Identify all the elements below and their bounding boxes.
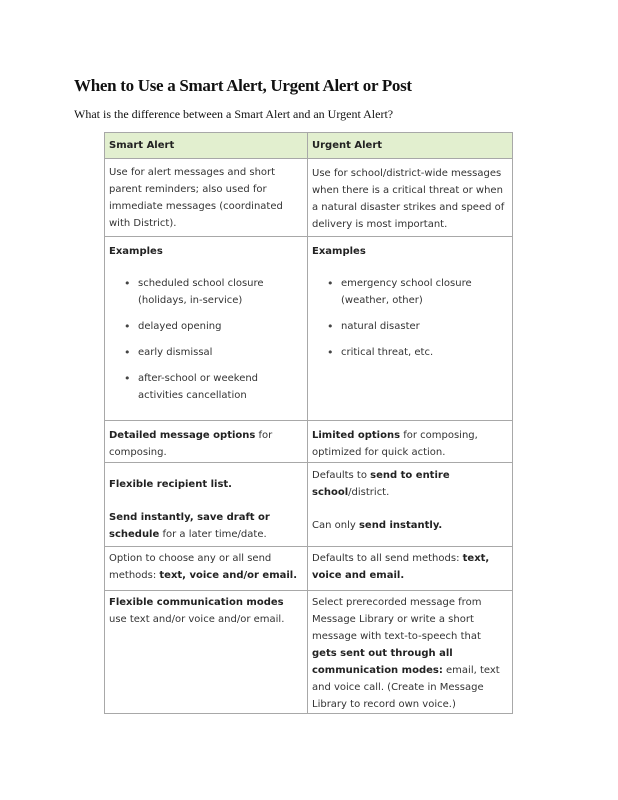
smart-methods-text: Option to choose any or all send methods: bbox=[109, 553, 272, 581]
smart-recipients-line2 bbox=[109, 509, 303, 543]
smart-examples-list bbox=[109, 275, 303, 404]
urgent-modes-pre: Select prerecorded message from Message Library or write a short message with text-to-speech that bbox=[312, 597, 482, 642]
cell-urgent-options bbox=[308, 421, 513, 463]
cell-smart-methods bbox=[105, 547, 308, 591]
examples-heading-smart: Examples bbox=[109, 246, 163, 257]
urgent-options-text: for composing, optimized for quick action. bbox=[312, 430, 478, 458]
cell-urgent-recipients bbox=[308, 463, 513, 547]
comparison-table bbox=[104, 132, 513, 714]
list-item: • early dismissal bbox=[138, 344, 303, 361]
urgent-examples-list bbox=[312, 275, 508, 361]
urgent-recipients-pre: Defaults to bbox=[312, 470, 371, 481]
cell-urgent-usage: Use for school/district-wide messages when there is a critical threat or when a natural disaster strikes and speed of delivery is most important. bbox=[308, 159, 513, 237]
cell-smart-options bbox=[105, 421, 308, 463]
urgent-recipients-rest: /district. bbox=[348, 487, 390, 498]
urgent-recipients-line2 bbox=[312, 517, 508, 534]
cell-urgent-modes bbox=[308, 591, 513, 714]
urgent-methods-text: Defaults to all send methods: bbox=[312, 553, 463, 564]
smart-recipients-bold: Flexible recipient list. bbox=[109, 479, 232, 490]
list-item: • critical threat, etc. bbox=[341, 344, 508, 361]
table-row-usage bbox=[105, 159, 513, 237]
examples-heading-urgent: Examples bbox=[312, 246, 366, 257]
table-row-examples bbox=[105, 237, 513, 421]
page-subtitle: What is the difference between a Smart Alert and an Urgent Alert? bbox=[74, 107, 394, 121]
cell-urgent-examples bbox=[308, 237, 513, 421]
cell-smart-recipients bbox=[105, 463, 308, 547]
smart-modes-bold: Flexible communication modes bbox=[109, 597, 284, 608]
smart-send-bold: Send instantly, save draft or schedule bbox=[109, 512, 270, 540]
list-item: • after-school or weekend activities cancellation bbox=[138, 370, 303, 404]
table-row-modes bbox=[105, 591, 513, 714]
urgent-modes-rest: email, text and voice call. (Create in Message Library to record own voice.) bbox=[312, 665, 500, 710]
list-item: • natural disaster bbox=[341, 318, 508, 335]
urgent-recipients-bold: send to entire school bbox=[312, 470, 450, 498]
table-row-options bbox=[105, 421, 513, 463]
urgent-send-pre: Can only bbox=[312, 520, 359, 531]
table-header-row bbox=[105, 133, 513, 159]
cell-smart-modes bbox=[105, 591, 308, 714]
page-title: When to Use a Smart Alert, Urgent Alert or Post bbox=[74, 76, 412, 95]
list-item: • delayed opening bbox=[138, 318, 303, 335]
urgent-send-bold: send instantly. bbox=[358, 520, 443, 531]
table-row-methods bbox=[105, 547, 513, 591]
table-row-recipients bbox=[105, 463, 513, 547]
smart-options-bold: Detailed message options bbox=[109, 430, 256, 441]
smart-methods-bold: text, voice and/or email. bbox=[159, 570, 298, 581]
urgent-methods-bold: text, voice and email. bbox=[312, 553, 490, 581]
smart-modes-text: use text and/or voice and/or email. bbox=[109, 614, 285, 625]
smart-send-text: for a later time/date. bbox=[159, 529, 267, 540]
list-item: • emergency school closure (weather, other) bbox=[341, 275, 508, 309]
list-item: • scheduled school closure (holidays, in-service) bbox=[138, 275, 303, 309]
urgent-modes-bold: gets sent out through all communication modes: bbox=[312, 648, 453, 676]
urgent-options-bold: Limited options bbox=[312, 430, 401, 441]
header-smart-alert: Smart Alert bbox=[105, 133, 308, 159]
header-urgent-alert: Urgent Alert bbox=[308, 133, 513, 159]
urgent-recipients-line1 bbox=[312, 467, 508, 501]
cell-smart-usage: Use for alert messages and short parent reminders; also used for immediate messages (coordinated with District). bbox=[105, 159, 308, 237]
cell-urgent-methods bbox=[308, 547, 513, 591]
smart-options-text: for composing. bbox=[109, 430, 273, 458]
smart-recipients-line1 bbox=[109, 476, 303, 493]
cell-smart-examples bbox=[105, 237, 308, 421]
